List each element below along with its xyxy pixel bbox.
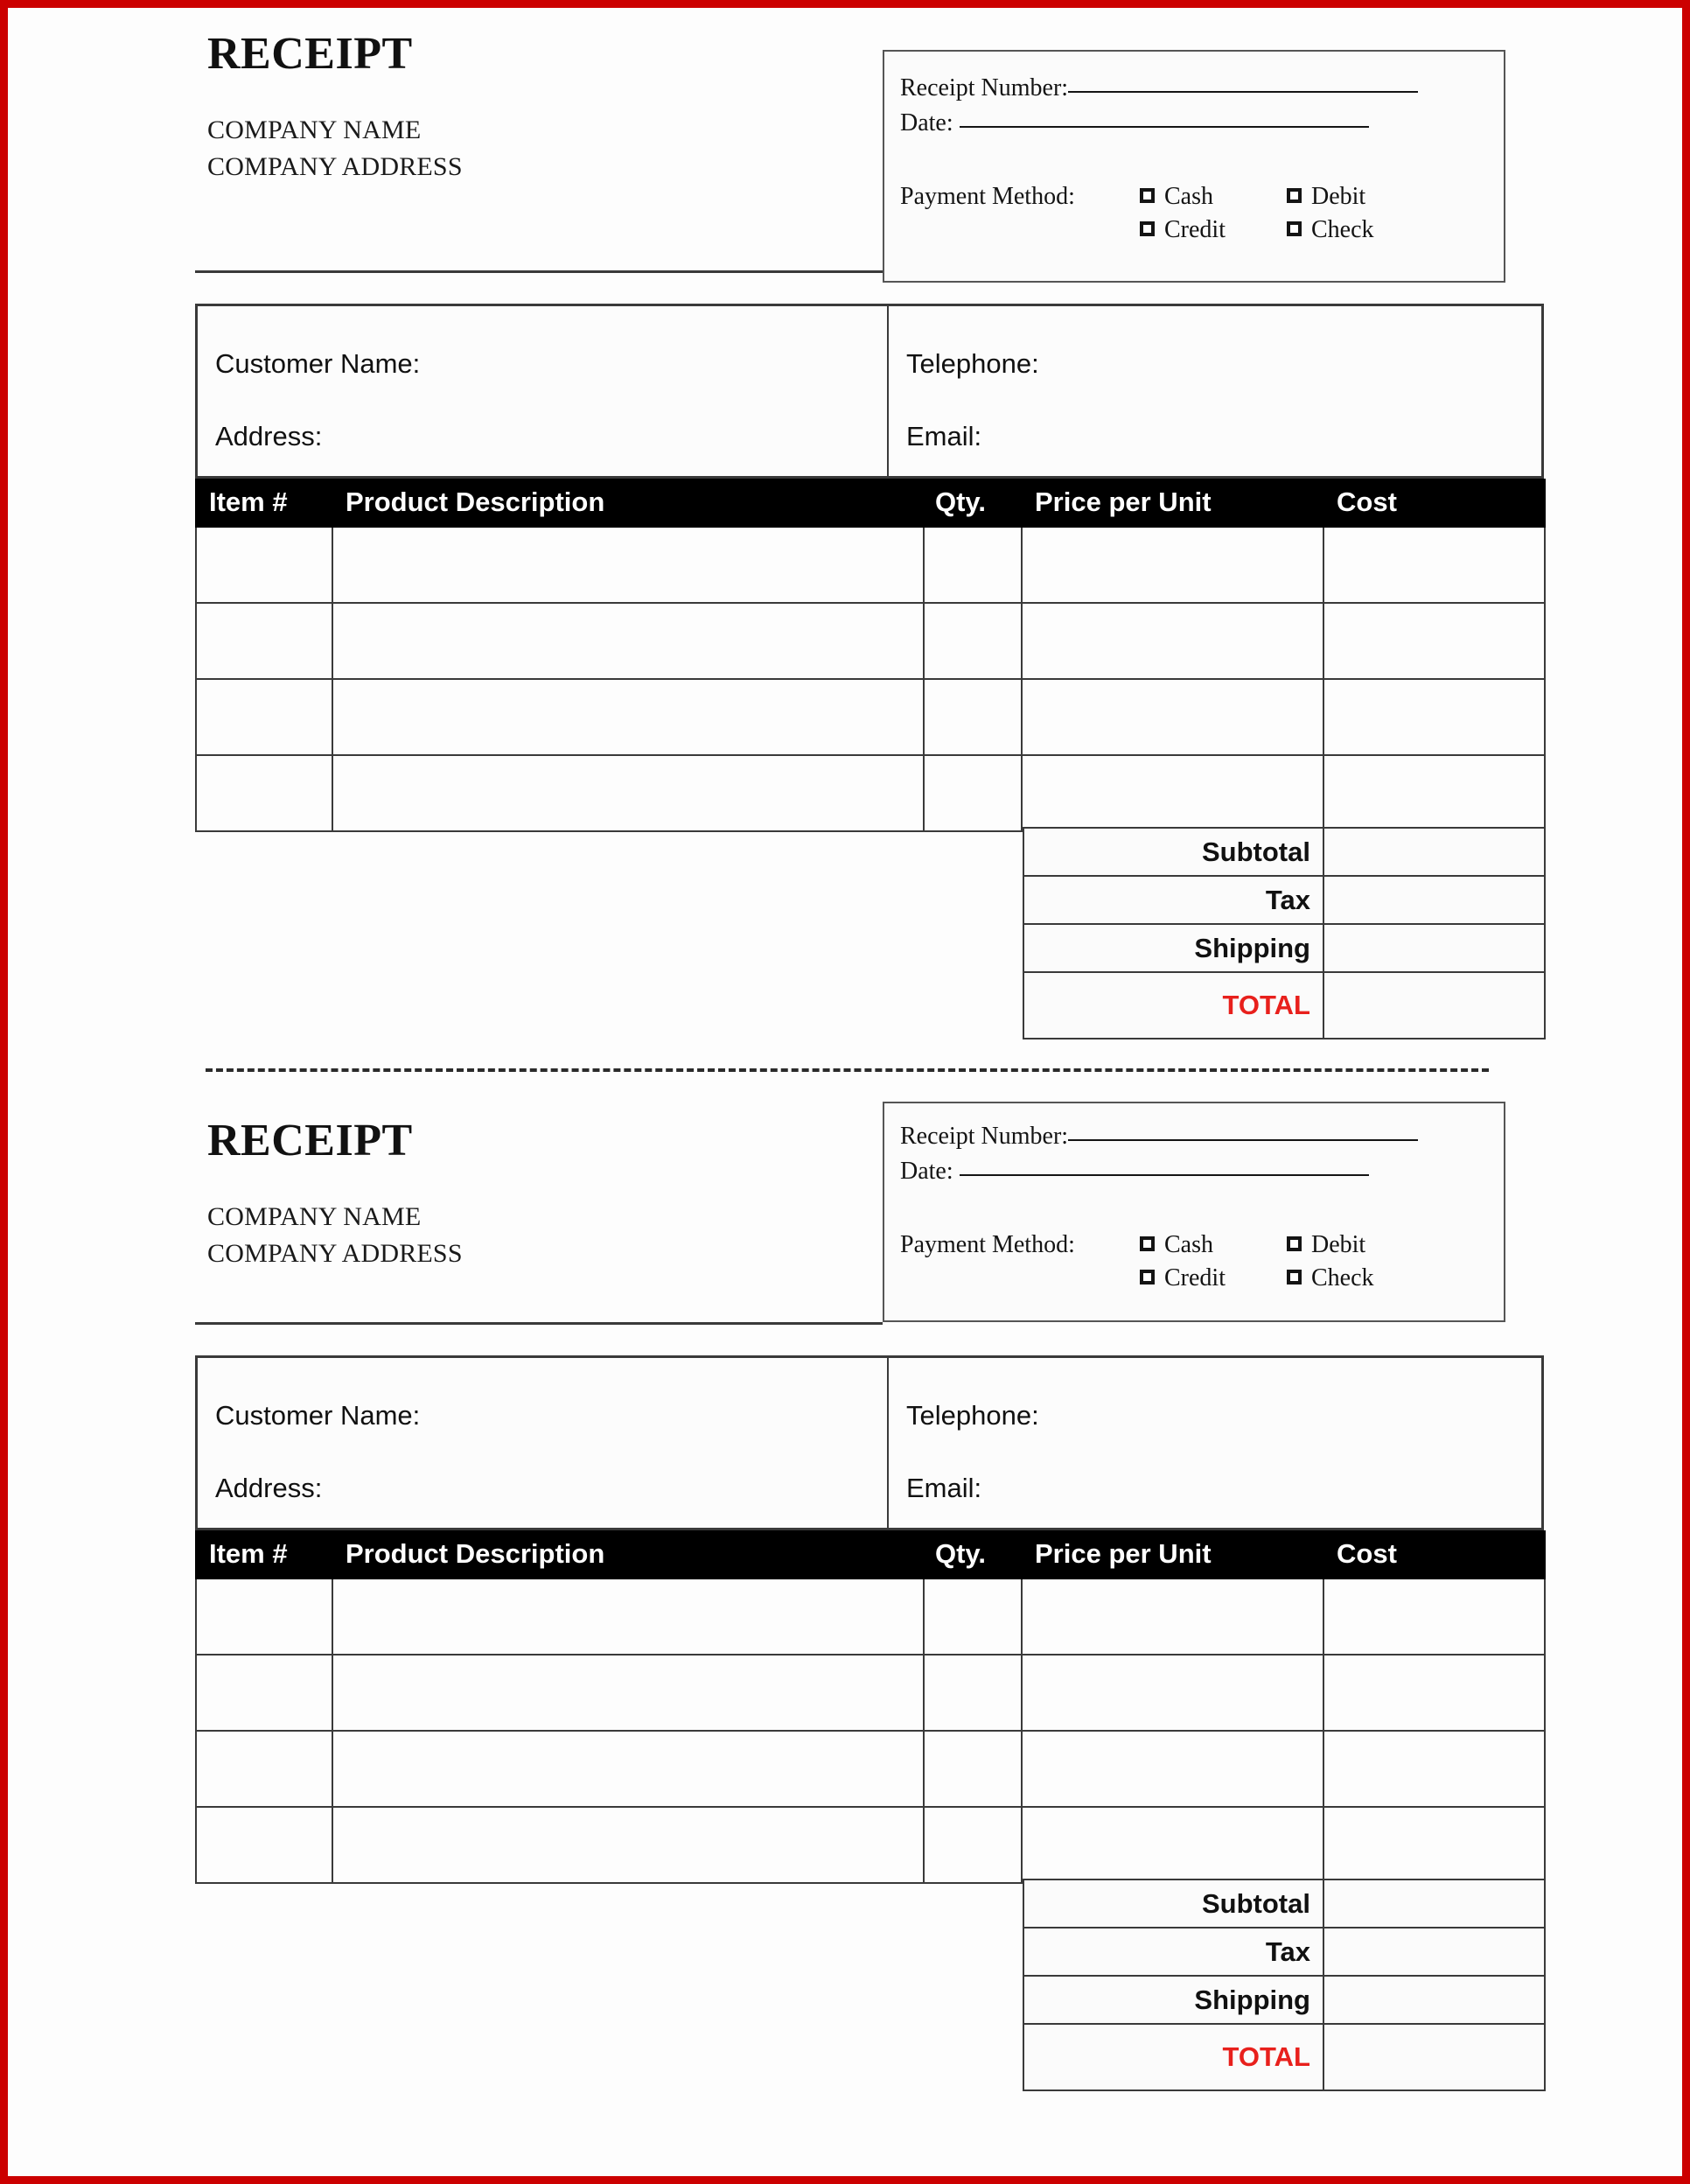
cell-cost[interactable] — [1323, 527, 1545, 603]
table-row — [196, 1807, 1545, 1883]
cell-item[interactable] — [196, 1578, 332, 1655]
cell-description[interactable] — [332, 527, 924, 603]
payment-method-label: Payment Method: — [900, 183, 1075, 210]
totals-table-1 — [1023, 827, 1546, 1040]
header-divider-rule — [195, 1322, 883, 1325]
cell-price[interactable] — [1022, 1578, 1323, 1655]
payment-option-debit[interactable] — [1287, 183, 1365, 211]
totals-label-subtotal: Subtotal — [1023, 1880, 1323, 1928]
receipt-number-label: Receipt Number: — [900, 74, 1069, 102]
receipt-info-box-2 — [883, 1102, 1505, 1322]
cell-price[interactable] — [1022, 679, 1323, 755]
totals-row-tax — [1023, 1928, 1545, 1976]
cell-price[interactable] — [1022, 603, 1323, 679]
totals-value-tax[interactable] — [1323, 1928, 1545, 1976]
company-name: COMPANY NAME — [207, 1201, 422, 1231]
cell-description[interactable] — [332, 1731, 924, 1807]
cell-description[interactable] — [332, 1655, 924, 1731]
cell-qty[interactable] — [924, 1578, 1022, 1655]
payment-option-credit[interactable] — [1140, 1264, 1226, 1292]
table-header-row — [196, 1531, 1545, 1578]
totals-value-total[interactable] — [1323, 2024, 1545, 2090]
cell-item[interactable] — [196, 603, 332, 679]
checkbox-icon[interactable] — [1140, 1236, 1155, 1251]
customer-left-column — [198, 306, 889, 476]
column-header-cost: Cost — [1323, 480, 1545, 527]
cell-price[interactable] — [1022, 755, 1323, 831]
customer-info-box-2 — [195, 1355, 1544, 1530]
receipt-branding-1 — [207, 31, 872, 186]
customer-right-column — [889, 306, 1541, 476]
date-row — [900, 1158, 1369, 1186]
column-header-cost: Cost — [1323, 1531, 1545, 1578]
totals-row-total — [1023, 972, 1545, 1039]
payment-option-label: Check — [1311, 216, 1374, 243]
cell-price[interactable] — [1022, 1731, 1323, 1807]
header-divider-rule — [195, 270, 883, 273]
customer-address-label: Address: — [215, 1473, 323, 1503]
column-header-description: Product Description — [332, 480, 924, 527]
totals-label-tax: Tax — [1023, 876, 1323, 924]
cell-cost[interactable] — [1323, 755, 1545, 831]
receipt-number-label: Receipt Number: — [900, 1123, 1069, 1150]
totals-row-tax — [1023, 876, 1545, 924]
receipt-number-row — [900, 1123, 1418, 1151]
cut-here-separator — [206, 1068, 1489, 1072]
cell-qty[interactable] — [924, 1655, 1022, 1731]
customer-name-field[interactable] — [215, 1400, 420, 1432]
table-row — [196, 1731, 1545, 1807]
cell-item[interactable] — [196, 527, 332, 603]
line-items-table-1 — [195, 479, 1546, 832]
receipt-number-row — [900, 74, 1418, 102]
totals-label-subtotal: Subtotal — [1023, 828, 1323, 876]
payment-method-label: Payment Method: — [900, 1231, 1075, 1258]
customer-left-column — [198, 1358, 889, 1528]
cell-qty[interactable] — [924, 679, 1022, 755]
page-title: RECEIPT — [207, 1116, 413, 1166]
customer-email-label: Email: — [906, 421, 982, 452]
totals-row-subtotal — [1023, 1880, 1545, 1928]
checkbox-icon[interactable] — [1140, 1270, 1155, 1284]
payment-option-label: Credit — [1164, 216, 1226, 243]
receipt-sheet — [8, 8, 1682, 2176]
customer-email-label: Email: — [906, 1473, 982, 1503]
column-header-price: Price per Unit — [1022, 480, 1323, 527]
cell-cost[interactable] — [1323, 1807, 1545, 1883]
receipt-info-box-1 — [883, 50, 1505, 283]
customer-telephone-field[interactable] — [906, 348, 1039, 380]
checkbox-icon[interactable] — [1140, 221, 1155, 236]
cell-qty[interactable] — [924, 1731, 1022, 1807]
cell-price[interactable] — [1022, 1655, 1323, 1731]
page-title: RECEIPT — [207, 29, 413, 79]
totals-label-tax: Tax — [1023, 1928, 1323, 1976]
table-row — [196, 603, 1545, 679]
company-block — [207, 1199, 872, 1273]
line-items-table-2 — [195, 1530, 1546, 1884]
customer-info-box-1 — [195, 304, 1544, 479]
date-label: Date: — [900, 1158, 953, 1185]
payment-option-label: Debit — [1311, 1231, 1366, 1258]
table-row — [196, 527, 1545, 603]
customer-name-label: Customer Name: — [215, 348, 421, 379]
payment-option-check[interactable] — [1287, 1264, 1374, 1292]
totals-row-shipping — [1023, 1976, 1545, 2024]
checkbox-icon[interactable] — [1287, 1236, 1302, 1251]
cell-price[interactable] — [1022, 1807, 1323, 1883]
date-input[interactable] — [960, 1174, 1369, 1176]
totals-label-shipping: Shipping — [1023, 1976, 1323, 2024]
table-row — [196, 1655, 1545, 1731]
customer-name-field[interactable] — [215, 348, 420, 380]
totals-table-2 — [1023, 1879, 1546, 2091]
cell-description[interactable] — [332, 1578, 924, 1655]
column-header-description: Product Description — [332, 1531, 924, 1578]
customer-telephone-label: Telephone: — [906, 1400, 1039, 1431]
customer-telephone-field[interactable] — [906, 1400, 1039, 1432]
totals-value-total[interactable] — [1323, 972, 1545, 1039]
payment-option-check[interactable] — [1287, 216, 1374, 244]
date-input[interactable] — [960, 126, 1369, 128]
table-row — [196, 679, 1545, 755]
table-row — [196, 755, 1545, 831]
payment-option-label: Cash — [1164, 1231, 1213, 1258]
totals-value-tax[interactable] — [1323, 876, 1545, 924]
column-header-item: Item # — [196, 1531, 332, 1578]
payment-option-cash[interactable] — [1140, 1231, 1213, 1259]
totals-label-shipping: Shipping — [1023, 924, 1323, 972]
customer-address-label: Address: — [215, 421, 323, 452]
cell-cost[interactable] — [1323, 1731, 1545, 1807]
totals-value-shipping[interactable] — [1323, 924, 1545, 972]
totals-value-subtotal[interactable] — [1323, 1880, 1545, 1928]
customer-address-field[interactable] — [215, 1473, 322, 1504]
cell-description[interactable] — [332, 679, 924, 755]
column-header-qty: Qty. — [924, 480, 1022, 527]
column-header-item: Item # — [196, 480, 332, 527]
cell-qty[interactable] — [924, 527, 1022, 603]
totals-label-total: TOTAL — [1023, 972, 1323, 1039]
cell-item[interactable] — [196, 755, 332, 831]
customer-name-label: Customer Name: — [215, 1400, 421, 1431]
cell-item[interactable] — [196, 1655, 332, 1731]
checkbox-icon[interactable] — [1140, 188, 1155, 203]
receipt-number-input[interactable] — [1068, 1139, 1418, 1141]
cell-item[interactable] — [196, 679, 332, 755]
date-row — [900, 109, 1369, 137]
receipt-branding-2 — [207, 1117, 872, 1273]
totals-value-shipping[interactable] — [1323, 1976, 1545, 2024]
cell-item[interactable] — [196, 1731, 332, 1807]
table-header-row — [196, 480, 1545, 527]
payment-option-cash[interactable] — [1140, 183, 1213, 211]
cell-description[interactable] — [332, 603, 924, 679]
payment-option-label: Debit — [1311, 183, 1366, 210]
checkbox-icon[interactable] — [1287, 188, 1302, 203]
column-header-qty: Qty. — [924, 1531, 1022, 1578]
receipt-number-input[interactable] — [1068, 91, 1418, 93]
totals-row-total — [1023, 2024, 1545, 2090]
cell-qty[interactable] — [924, 755, 1022, 831]
cell-cost[interactable] — [1323, 679, 1545, 755]
company-name: COMPANY NAME — [207, 115, 422, 144]
totals-row-shipping — [1023, 924, 1545, 972]
totals-label-total: TOTAL — [1023, 2024, 1323, 2090]
customer-right-column — [889, 1358, 1541, 1528]
payment-option-label: Cash — [1164, 183, 1213, 210]
checkbox-icon[interactable] — [1287, 221, 1302, 236]
payment-option-debit[interactable] — [1287, 1231, 1365, 1259]
date-label: Date: — [900, 109, 953, 136]
checkbox-icon[interactable] — [1287, 1270, 1302, 1284]
company-address: COMPANY ADDRESS — [207, 152, 463, 182]
payment-option-credit[interactable] — [1140, 216, 1226, 244]
column-header-price: Price per Unit — [1022, 1531, 1323, 1578]
cell-item[interactable] — [196, 1807, 332, 1883]
cell-qty[interactable] — [924, 603, 1022, 679]
company-address: COMPANY ADDRESS — [207, 1239, 463, 1269]
payment-option-label: Check — [1311, 1264, 1374, 1292]
cell-cost[interactable] — [1323, 1578, 1545, 1655]
payment-option-label: Credit — [1164, 1264, 1226, 1292]
cell-cost[interactable] — [1323, 603, 1545, 679]
table-row — [196, 1578, 1545, 1655]
customer-email-field[interactable] — [906, 1473, 981, 1504]
customer-address-field[interactable] — [215, 421, 322, 452]
totals-row-subtotal — [1023, 828, 1545, 876]
cell-qty[interactable] — [924, 1807, 1022, 1883]
cell-price[interactable] — [1022, 527, 1323, 603]
customer-email-field[interactable] — [906, 421, 981, 452]
cell-description[interactable] — [332, 1807, 924, 1883]
cell-description[interactable] — [332, 755, 924, 831]
customer-telephone-label: Telephone: — [906, 348, 1039, 379]
company-block — [207, 112, 872, 186]
cell-cost[interactable] — [1323, 1655, 1545, 1731]
totals-value-subtotal[interactable] — [1323, 828, 1545, 876]
